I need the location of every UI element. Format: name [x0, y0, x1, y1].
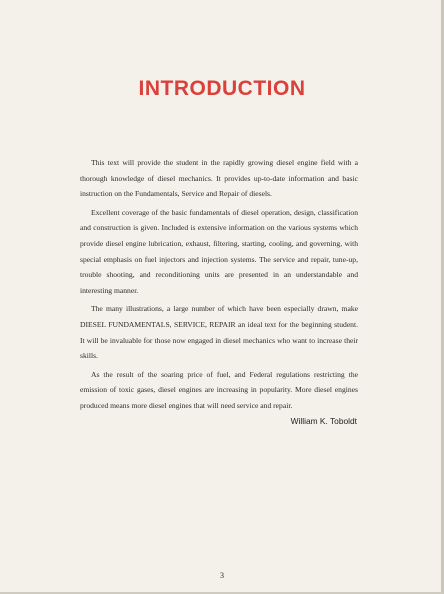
author-signature: William K. Toboldt: [290, 416, 357, 426]
paragraph-4: As the result of the soaring price of fuel, and Federal regulations restricting the emission of toxic gases, diesel engines are increasing in popularity. More diesel engines produced means more diesel engines that will need service and repair.: [80, 369, 358, 410]
page-number: 3: [220, 571, 224, 580]
paragraph-3: The many illustrations, a large number of which have been especially drawn, make DIESEL FUNDAMENTALS, SERVICE, REPAIR an ideal text for the beginning student. It will be invaluable for those now engaged in diesel mechanics who want to increase their skills.: [80, 304, 358, 361]
introduction-body: [80, 155, 358, 417]
page-title: INTRODUCTION: [138, 77, 306, 100]
paragraph-2: Excellent coverage of the basic fundamentals of diesel operation, design, classification and construction is given. Included is extensive information on the various systems which provide diesel engine lubrication, exhaust, filtering, starting, cooling, and governing, with special emphasis on fuel injectors and injection systems. The service and repair, tune-up, trouble shooting, and reconditioning units are presented in an understandable and interesting manner.: [80, 207, 358, 295]
paragraph-1: This text will provide the student in the rapidly growing diesel engine field with a thorough knowledge of diesel mechanics. It provides up-to-date information and basic instruction on the Fundamentals, Service and Repair of diesels.: [80, 158, 358, 199]
